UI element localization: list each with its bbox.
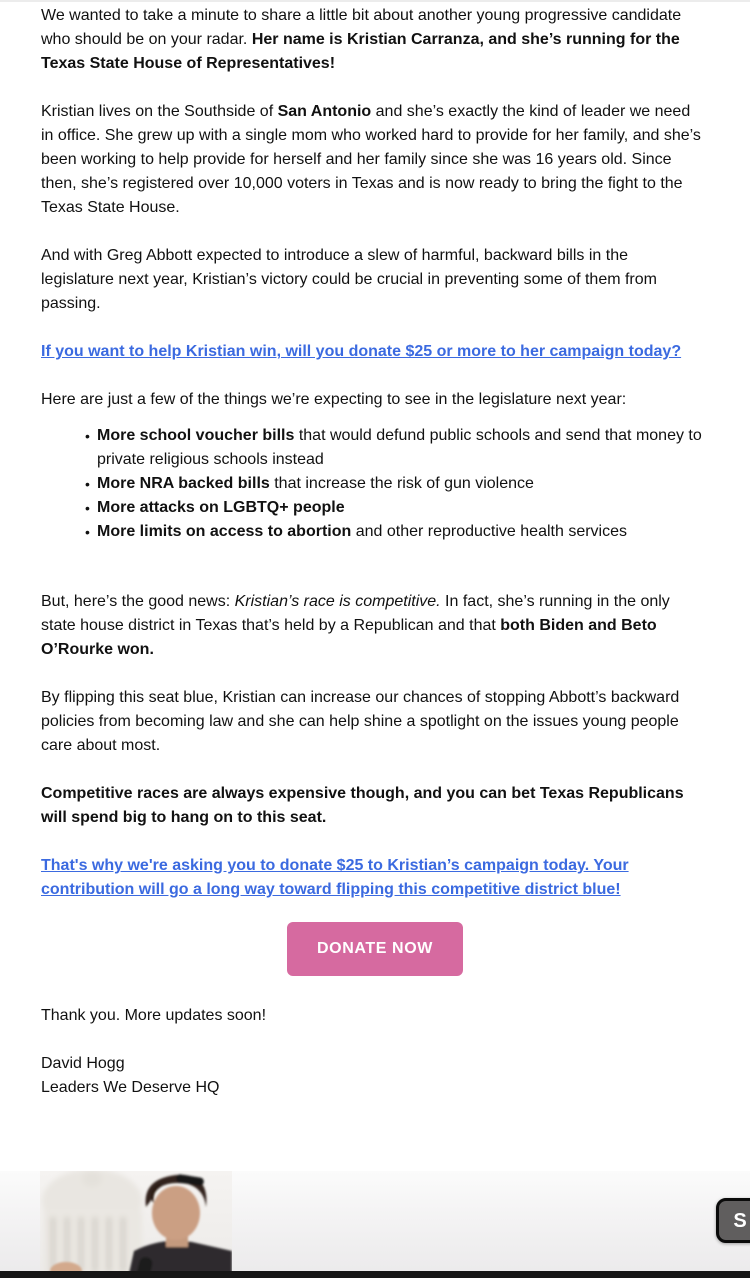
donate-now-button[interactable]: DONATE NOW [287, 922, 463, 976]
text-segment: Competitive races are always expensive though, and you can bet Texas Republicans will spend big to hang on to this seat. [41, 785, 684, 826]
floating-side-button[interactable] [716, 1198, 750, 1243]
next-section-edge [0, 1271, 750, 1278]
donate-button-row [0, 922, 750, 976]
text-segment: And with Greg Abbott expected to introduce a slew of harmful, backward bills in the legislature next year, Kristian’s victory could be crucial in preventing some of them from passing. [41, 247, 657, 312]
paragraph [41, 244, 702, 316]
donate-link[interactable] [41, 854, 702, 902]
text-segment: More attacks on LGBTQ+ people [97, 499, 345, 516]
text-segment: But, here’s the good news: [41, 593, 235, 610]
text-segment: Her name is Kristian Carranza, and she’s running for the Texas State House of Representatives! [41, 31, 680, 72]
list-item [41, 472, 702, 496]
text-segment: In fact, she’s running in the only state house district in Texas that’s held by a Republican and that [41, 593, 670, 634]
capitol-dome [42, 1171, 142, 1278]
signature-org: Leaders We Deserve HQ [41, 1079, 220, 1096]
closing-text: Thank you. More updates soon! [41, 1007, 267, 1024]
donate-link[interactable] [41, 340, 702, 364]
text-segment: that would defund public schools and send that money to private religious schools instead [97, 427, 702, 468]
text-segment: Kristian lives on the Southside of [41, 103, 278, 120]
list-item [41, 424, 702, 472]
text-segment: San Antonio [277, 103, 372, 120]
text-segment: We wanted to take a minute to share a little bit about another young progressive candidate who should be on your radar. [41, 7, 682, 48]
paragraph [41, 100, 702, 220]
footer-photo-section [0, 1171, 750, 1278]
text-segment: Kristian’s race is competitive. [234, 593, 441, 610]
list-item [41, 520, 702, 544]
text-segment: By flipping this seat blue, Kristian can increase our chances of stopping Abbott’s backward policies from becoming law and she can help shine a spotlight on the issues young people care about most. [41, 689, 680, 754]
expectations-list [41, 424, 702, 544]
text-segment: Here are just a few of the things we’re expecting to see in the legislature next year: [41, 391, 627, 408]
paragraph [41, 388, 702, 412]
signature-name: David Hogg [41, 1055, 125, 1072]
text-segment: and she’s exactly the kind of leader we need in office. She grew up with a single mom who worked hard to provide for her family, and she’s been working to help provide for herself and her family since she was 16 years old. Since then, she’s registered over 10,000 voters in Texas and is now ready to bring the fight to the Texas State House. [41, 103, 701, 216]
text-segment: More limits on access to abortion [97, 523, 352, 540]
paragraph [41, 686, 702, 758]
text-segment: More school voucher bills [97, 427, 295, 444]
text-segment: If you want to help Kristian win, will you donate $25 or more to her campaign today? [41, 343, 682, 360]
paragraph [41, 590, 702, 662]
text-segment: More NRA backed bills [97, 475, 270, 492]
text-segment: That's why we're asking you to donate $25 to Kristian’s campaign today. Your contribution will go a long way toward flipping this competitive district blue! [41, 857, 629, 898]
text-segment: and other reproductive health services [351, 523, 627, 540]
floating-side-button-label: S [733, 1209, 747, 1232]
paragraph [41, 782, 702, 830]
top-divider [0, 0, 750, 2]
paragraph [41, 4, 702, 76]
list-item [41, 496, 702, 520]
david-hogg-capitol-photo [40, 1171, 232, 1278]
text-segment: both Biden and Beto O’Rourke won. [41, 617, 657, 658]
text-segment: that increase the risk of gun violence [269, 475, 534, 492]
photo-illustration [40, 1171, 232, 1278]
